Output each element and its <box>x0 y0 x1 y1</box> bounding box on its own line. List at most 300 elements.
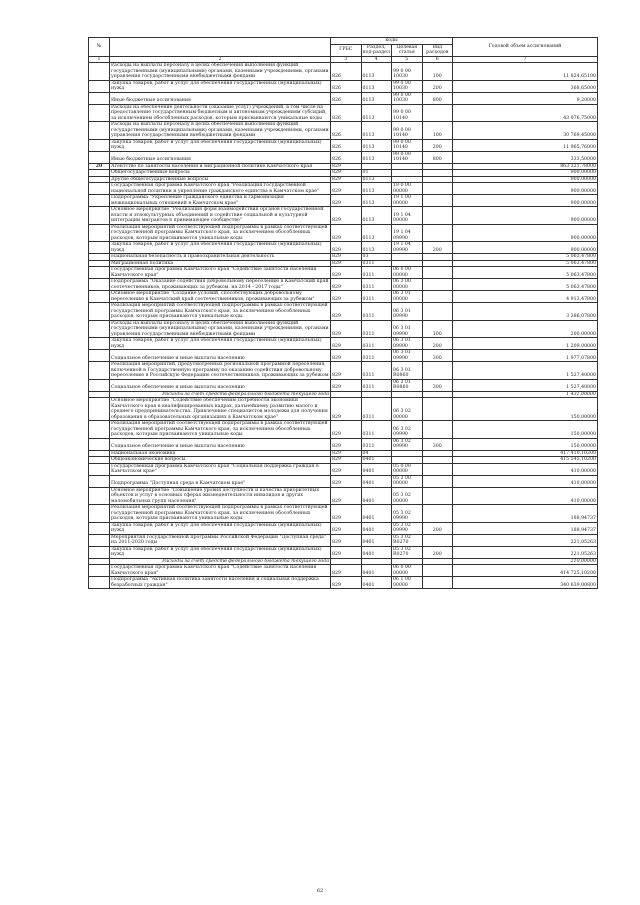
row-grbs-cell: 829 <box>331 438 362 450</box>
row-vr-cell: 300 <box>422 379 453 391</box>
row-csr-cell: 19 1 00 00000 <box>392 195 423 207</box>
table-row <box>89 463 598 475</box>
row-number-cell <box>89 242 110 254</box>
row-number-cell <box>89 291 110 303</box>
row-razdel-cell: 0113 <box>361 242 392 254</box>
row-grbs-cell: 829 <box>331 207 362 225</box>
table-row <box>89 577 598 589</box>
row-grbs-cell: 829 <box>331 487 362 505</box>
row-vr-cell <box>422 267 453 279</box>
table-row <box>89 362 598 380</box>
row-grbs-cell: 829 <box>331 475 362 487</box>
row-number-cell <box>89 487 110 505</box>
row-grbs-cell: 829 <box>331 565 362 577</box>
row-csr-cell: 05 3 02 R0270 <box>392 546 423 558</box>
row-grbs-cell: 829 <box>331 279 362 291</box>
row-csr-cell: 05 0 00 00000 <box>392 463 423 475</box>
row-number-cell: 20 <box>89 163 110 170</box>
row-amount-cell: 1 431,00000 <box>453 391 598 398</box>
row-csr-cell: 99 0 00 10030 <box>392 80 423 92</box>
col-index-cell: 6 <box>422 56 453 63</box>
row-csr-cell: 99 0 00 10140 <box>392 139 423 151</box>
row-vr-cell: 300 <box>422 350 453 362</box>
row-razdel-cell: 0311 <box>361 379 392 391</box>
row-name-cell: Основное мероприятие "Содействие обеспечению потребности экономики Камчатского края в квалифицированных кадрах, дальнейшему развитию малого и среднего предпринимательства. Привлечение специалистов молодежи для получения образования в образовательных организациях в Камчатском крае" <box>110 398 331 421</box>
row-razdel-cell: 0311 <box>361 279 392 291</box>
row-grbs-cell: 829 <box>331 457 362 464</box>
row-vr-cell <box>422 475 453 487</box>
row-razdel-cell: 0113 <box>361 122 392 140</box>
row-name-cell: Реализация мероприятий соответствующей подпрограммы в рамках соответствующей государственной программы Камчатского края, за исключением обособленных расходов, которым присваиваются уникальные коды <box>110 303 331 321</box>
row-razdel-cell: 0311 <box>361 267 392 279</box>
row-amount-cell: 150,00000 <box>453 398 598 421</box>
row-name-cell: Закупка товаров, работ и услуг для обеспечения государственных (муниципальных) нужд <box>110 546 331 558</box>
row-amount-cell: 410,00000 <box>453 463 598 475</box>
table-row <box>89 80 598 92</box>
row-grbs-cell: 829 <box>331 338 362 350</box>
row-vr-cell <box>422 487 453 505</box>
row-name-cell: Закупка товаров, работ и услуг для обеспечения государственных (муниципальных) нужд <box>110 522 331 534</box>
row-amount-cell: 414 725,10200 <box>453 565 598 577</box>
row-csr-cell: 06 3 01 09990 <box>392 303 423 321</box>
row-number-cell <box>89 565 110 577</box>
row-amount-cell: 900,00000 <box>453 242 598 254</box>
row-name-cell: Закупка товаров, работ и услуг для обеспечения государственных (муниципальных) нужд <box>110 242 331 254</box>
row-name-cell: Подпрограмма "Укрепление гражданского единства и гармонизация межнациональных отношений в Камчатском крае" <box>110 195 331 207</box>
row-number-cell <box>89 338 110 350</box>
row-name-cell: Общегосударственные вопросы <box>110 170 331 177</box>
row-name-cell: Государственная программа Камчатского края "Содействие занятости населения Камчатского края" <box>110 267 331 279</box>
row-vr-cell <box>422 224 453 242</box>
row-name-cell: Подпрограмма "Оказание содействия добровольному переселению в Камчатский край соотечественников, проживающих за рубежом, на 2014 - 2017 годы" <box>110 279 331 291</box>
row-grbs-cell: 829 <box>331 163 362 170</box>
row-vr-cell <box>422 303 453 321</box>
row-name-cell: Другие общегосударственные вопросы <box>110 176 331 183</box>
col-index-cell: 4 <box>361 56 392 63</box>
row-name-cell: Закупка товаров, работ и услуг для обеспечения государственных (муниципальных) нужд <box>110 80 331 92</box>
row-grbs-cell: 829 <box>331 291 362 303</box>
row-number-cell <box>89 350 110 362</box>
row-csr-cell: 19 1 04 09990 <box>392 242 423 254</box>
row-name-cell: Государственная программа Камчатского края "Социальная поддержка граждан в Камчатском крае" <box>110 463 331 475</box>
row-name-cell: Миграционная политика <box>110 260 331 267</box>
row-number-cell <box>89 522 110 534</box>
row-csr-cell: 06 0 00 00000 <box>392 565 423 577</box>
row-number-cell <box>89 279 110 291</box>
row-vr-cell: 200 <box>422 242 453 254</box>
row-vr-cell <box>422 207 453 225</box>
row-name-cell: Расходы на обеспечение деятельности (оказание услуг) учреждений, в том числе на предоставление государственным бюджетным и автономным учреждениям субсидий, за исключением обособленных расходов, которым присваиваются уникальные коды <box>110 104 331 122</box>
row-amount-cell: 900,00000 <box>453 183 598 195</box>
row-grbs-cell: 826 <box>331 151 362 163</box>
row-name-cell: Государственная программа Камчатского края "Содействие занятости населения Камчатского края" <box>110 565 331 577</box>
col-index-cell: 3 <box>331 56 362 63</box>
col-csr-header: Целевая статья <box>392 44 423 56</box>
row-name-cell: Закупка товаров, работ и услуг для обеспечения государственных (муниципальных) нужд <box>110 338 331 350</box>
row-amount-cell: 900,00000 <box>453 170 598 177</box>
row-number-cell <box>89 267 110 279</box>
row-csr-cell: 06 3 02 09990 <box>392 421 423 439</box>
row-vr-cell: 200 <box>422 80 453 92</box>
table-row <box>89 139 598 151</box>
row-razdel-cell: 0311 <box>361 303 392 321</box>
row-grbs-cell: 829 <box>331 242 362 254</box>
row-grbs-cell: 829 <box>331 183 362 195</box>
row-csr-cell: 06 3 01 09990 <box>392 338 423 350</box>
col-amount-header: Годовой объем ассигнований <box>453 38 598 57</box>
row-name-cell: Иные бюджетные ассигнования <box>110 151 331 163</box>
row-name-cell: Общеэкономические вопросы <box>110 457 331 464</box>
row-number-cell <box>89 303 110 321</box>
row-grbs-cell: 826 <box>331 80 362 92</box>
row-vr-cell <box>422 291 453 303</box>
row-name-cell: Национальная экономика <box>110 450 331 457</box>
row-razdel-cell: 0311 <box>361 350 392 362</box>
table-row <box>89 438 598 450</box>
row-csr-cell: 19 1 04 09990 <box>392 224 423 242</box>
table-row <box>89 207 598 225</box>
budget-table <box>88 37 598 589</box>
row-razdel-cell: 0311 <box>361 320 392 338</box>
row-vr-cell: 100 <box>422 320 453 338</box>
row-amount-cell: 415 545,10200 <box>453 457 598 464</box>
col-index-cell: 1 <box>89 56 110 63</box>
row-number-cell <box>89 463 110 475</box>
row-razdel-cell: 0401 <box>361 457 392 464</box>
row-number-cell <box>89 534 110 546</box>
row-name-cell: Расходы на выплаты персоналу в целях обеспечения выполнения функций государственными (муниципальными) органами, казенными учреждениями, органами управления государственными внебюджетными фондами <box>111 63 329 79</box>
row-csr-cell: 05 3 02 R0270 <box>392 534 423 546</box>
row-name-cell: Социальное обеспечение и иные выплаты населению <box>110 379 331 391</box>
row-amount-cell: 5 063,47800 <box>453 254 598 261</box>
row-razdel-cell: 0311 <box>361 421 392 439</box>
row-number-cell <box>89 122 110 140</box>
row-razdel-cell: 0311 <box>361 438 392 450</box>
row-name-cell: Реализация мероприятий соответствующей подпрограммы в рамках соответствующей государственной программы Камчатского края, за исключением обособленных расходов, которым присваиваются уникальные коды <box>110 224 331 242</box>
row-amount-cell: 4 913,47800 <box>453 291 598 303</box>
table-row <box>89 183 598 195</box>
row-name-cell: Основное мероприятие "Создание условий, способствующих добровольному переселению в Камчатский край соотечественников, проживающих за рубежом" <box>110 291 331 303</box>
row-amount-cell: 3 386,07800 <box>453 303 598 321</box>
row-razdel-cell: 0401 <box>361 463 392 475</box>
row-amount-cell: 1 527,40000 <box>453 379 598 391</box>
row-vr-cell <box>422 195 453 207</box>
row-grbs-cell: 829 <box>331 260 362 267</box>
table-row <box>89 92 598 104</box>
row-number-cell <box>89 92 110 104</box>
row-vr-cell: 200 <box>422 338 453 350</box>
row-number-cell <box>89 379 110 391</box>
table-body <box>89 63 598 589</box>
col-number-header: № <box>89 38 110 57</box>
row-grbs-cell: 829 <box>331 170 362 177</box>
row-amount-cell: 900,00000 <box>453 195 598 207</box>
col-index-cell: 2 <box>110 56 331 63</box>
row-csr-cell: 06 3 00 00000 <box>392 279 423 291</box>
row-number-cell <box>89 505 110 523</box>
col-name-header <box>110 38 331 57</box>
row-grbs-cell: 826 <box>331 104 362 122</box>
row-vr-cell: 100 <box>422 63 453 81</box>
row-vr-cell <box>422 534 453 546</box>
row-grbs-cell: 829 <box>331 450 362 457</box>
row-vr-cell <box>422 577 453 589</box>
row-amount-cell: 863 321,78000 <box>453 163 598 170</box>
row-csr-cell: 99 0 00 10140 <box>392 151 423 163</box>
row-amount-cell: 1 209,00000 <box>453 338 598 350</box>
row-amount-cell: 417 410,10200 <box>453 450 598 457</box>
table-row <box>89 320 598 338</box>
col-razdel-header: Раздел, под-раздел <box>362 44 390 55</box>
row-vr-cell: 100 <box>422 122 453 140</box>
row-grbs-cell: 829 <box>331 421 362 439</box>
table-row <box>89 565 598 577</box>
row-amount-cell: 333,50000 <box>453 151 598 163</box>
row-grbs-cell: 826 <box>331 122 362 140</box>
row-number-cell <box>89 438 110 450</box>
row-grbs-cell: 829 <box>331 534 362 546</box>
table-row <box>89 398 598 421</box>
row-razdel-cell: 0113 <box>361 224 392 242</box>
row-csr-cell: 19 1 04 00000 <box>392 207 423 225</box>
row-vr-cell <box>422 505 453 523</box>
row-amount-cell: 30 769,45000 <box>453 122 598 140</box>
row-grbs-cell: 829 <box>331 463 362 475</box>
row-razdel-cell: 0113 <box>361 139 392 151</box>
row-amount-cell: 150,00000 <box>453 438 598 450</box>
row-razdel-cell: 0113 <box>361 195 392 207</box>
row-vr-cell <box>422 362 453 380</box>
row-amount-cell: 900,00000 <box>453 207 598 225</box>
row-number-cell <box>89 139 110 151</box>
row-amount-cell: 5 063,47800 <box>453 260 598 267</box>
table-row <box>89 242 598 254</box>
row-csr-cell: 99 0 00 10030 <box>392 92 423 104</box>
row-vr-cell: 300 <box>422 438 453 450</box>
row-csr-cell: 05 3 00 00000 <box>392 475 423 487</box>
table-row <box>89 487 598 505</box>
row-csr-cell: 99 0 00 10140 <box>392 104 423 122</box>
table-row <box>89 475 598 487</box>
row-razdel-cell: 0401 <box>361 487 392 505</box>
row-vr-cell <box>422 398 453 421</box>
row-csr-cell: 06 1 00 00000 <box>392 577 423 589</box>
table-row <box>89 534 598 546</box>
page-number: 62 <box>316 888 324 894</box>
row-razdel-cell: 0311 <box>361 291 392 303</box>
row-razdel-cell: 0401 <box>361 546 392 558</box>
row-amount-cell: 900,00000 <box>453 224 598 242</box>
row-grbs-cell: 829 <box>331 379 362 391</box>
col-index-cell: 5 <box>392 56 423 63</box>
row-name-cell: Социальное обеспечение и иные выплаты населению <box>110 350 331 362</box>
row-razdel-cell: 0113 <box>361 80 392 92</box>
row-razdel-cell: 03 <box>361 254 392 261</box>
table-row <box>89 291 598 303</box>
row-vr-cell <box>422 183 453 195</box>
row-amount-cell: 221,05263 <box>453 534 598 546</box>
row-amount-cell: 11 965,76000 <box>453 139 598 151</box>
row-grbs-cell: 829 <box>331 577 362 589</box>
row-vr-cell <box>422 279 453 291</box>
col-index-cell: 7 <box>453 56 598 63</box>
row-vr-cell <box>422 421 453 439</box>
row-csr-cell: 06 3 01 09990 <box>392 320 423 338</box>
row-number-cell <box>89 224 110 242</box>
row-name-cell: Расходы на выплаты персоналу в целях обеспечения выполнения функций государственными (муниципальными) органами, казенными учреждениями, органами управления государственными внебюджетными фондами <box>111 122 329 138</box>
row-name-cell: Государственная программа Камчатского края "Реализация государственной национальной политики и укрепление гражданского единства в Камчатском крае" <box>110 183 331 195</box>
row-amount-cell: 340 639,00800 <box>453 577 598 589</box>
row-razdel-cell: 0311 <box>361 398 392 421</box>
row-amount-cell: 188,94737 <box>453 505 598 523</box>
row-name-cell: Реализация мероприятий соответствующей подпрограммы в рамках соответствующей государственной программы Камчатского края, за исключением обособленных расходов, которым присваиваются уникальные коды <box>110 421 331 439</box>
row-name-cell: Социальное обеспечение и иные выплаты населению <box>110 438 331 450</box>
row-csr-cell: 06 3 01 00000 <box>392 291 423 303</box>
row-grbs-cell: 826 <box>331 139 362 151</box>
row-amount-cell: 1 977,07800 <box>453 350 598 362</box>
row-amount-cell: 410,00000 <box>453 475 598 487</box>
table-row <box>89 546 598 558</box>
row-name-cell: Мероприятия государственной программы Российской Федерации "Доступная среда" на 2011-2020 годы <box>110 534 331 546</box>
row-number-cell <box>89 475 110 487</box>
row-amount-cell: 1 527,40000 <box>453 362 598 380</box>
row-razdel-cell: 0113 <box>361 176 392 183</box>
table-row <box>89 350 598 362</box>
row-razdel-cell: 0113 <box>361 92 392 104</box>
row-amount-cell: 5 063,47800 <box>453 267 598 279</box>
row-amount-cell: 900,00000 <box>453 176 598 183</box>
row-vr-cell: 200 <box>422 139 453 151</box>
row-amount-cell: 200,00000 <box>453 320 598 338</box>
row-grbs-cell: 826 <box>331 92 362 104</box>
row-amount-cell: 410,00000 <box>453 487 598 505</box>
row-name-cell: Агентство по занятости населения и миграционной политике Камчатского края <box>110 163 331 170</box>
row-grbs-cell: 829 <box>331 522 362 534</box>
row-name-cell: Расходы за счет средств федерального бюджета текущего года <box>110 558 331 565</box>
col-vr-header: Вид расходов <box>422 44 453 56</box>
table-row <box>89 195 598 207</box>
row-amount-cell: 150,00000 <box>453 421 598 439</box>
row-number-cell <box>89 577 110 589</box>
table-row <box>89 379 598 391</box>
row-number-cell <box>89 195 110 207</box>
row-amount-cell: 368,65000 <box>453 80 598 92</box>
row-razdel-cell: 04 <box>361 450 392 457</box>
row-grbs-cell: 829 <box>331 224 362 242</box>
row-vr-cell: 200 <box>422 522 453 534</box>
row-name-cell: Основное мероприятие "Повышение уровня доступности и качества приоритетных объектов и услуг в основных сферах жизнедеятельности инвалидов и других маломобильных групп населения" <box>110 487 331 505</box>
row-number-cell <box>89 320 110 338</box>
row-vr-cell <box>422 565 453 577</box>
row-number-cell <box>89 80 110 92</box>
row-name-cell: Подпрограмма "Активная политика занятости населения и социальная поддержка безработных граждан" <box>110 577 331 589</box>
row-amount-cell: 5 063,47800 <box>453 279 598 291</box>
row-name-cell: Реализация мероприятий соответствующей подпрограммы в рамках соответствующей государственной программы Камчатского края, за исключением обособленных расходов, которым присваиваются уникальные коды <box>110 505 331 523</box>
row-razdel-cell: 0401 <box>361 475 392 487</box>
row-vr-cell: 800 <box>422 151 453 163</box>
table-row <box>89 505 598 523</box>
row-razdel-cell: 0401 <box>361 534 392 546</box>
table-row <box>89 104 598 122</box>
row-name-cell: Иные бюджетные ассигнования <box>110 92 331 104</box>
row-vr-cell <box>422 463 453 475</box>
row-number-cell <box>89 362 110 380</box>
table-row <box>89 122 598 140</box>
row-grbs-cell: 826 <box>331 63 362 81</box>
row-grbs-cell: 829 <box>331 505 362 523</box>
row-csr-cell: 05 3 02 00000 <box>392 487 423 505</box>
col-grbs-header: ГРБС <box>331 44 362 56</box>
row-csr-cell: 19 0 00 00000 <box>392 183 423 195</box>
row-razdel-cell: 0401 <box>361 522 392 534</box>
row-razdel-cell: 0113 <box>361 151 392 163</box>
row-name-cell: Расходы на выплаты персоналу в целях обеспечения выполнения функций государственными (муниципальными) органами, казенными учреждениями, органами управления государственными внебюджетными фондами <box>111 320 329 337</box>
row-amount-cell: 11 824,65100 <box>453 63 598 81</box>
table-row <box>89 421 598 439</box>
table-header <box>89 38 598 63</box>
row-amount-cell: 9,20000 <box>453 92 598 104</box>
row-razdel-cell: 0401 <box>361 505 392 523</box>
table-row <box>89 279 598 291</box>
row-name-cell: Реализация мероприятий, предусмотренных региональной программой переселения, включенной в Государственную программу по оказанию содействия добровольному переселению в Российскую Федерацию соотечественников, проживающих за рубежом <box>110 362 331 380</box>
table-row <box>89 63 598 81</box>
row-grbs-cell: 829 <box>331 362 362 380</box>
row-number-cell <box>89 546 110 558</box>
row-razdel-cell: 0113 <box>361 104 392 122</box>
codes-header: коды <box>331 38 453 45</box>
row-razdel-cell: 0401 <box>361 577 392 589</box>
row-number-cell <box>89 421 110 439</box>
table-row <box>89 338 598 350</box>
row-csr-cell: 06 3 01 R0860 <box>392 379 423 391</box>
row-grbs-cell: 829 <box>331 303 362 321</box>
table-row <box>89 522 598 534</box>
table-row <box>89 151 598 163</box>
row-csr-cell: 06 3 02 09990 <box>392 438 423 450</box>
row-razdel-cell: 0311 <box>361 260 392 267</box>
row-csr-cell: 06 3 02 00000 <box>392 398 423 421</box>
row-razdel-cell: 0311 <box>361 338 392 350</box>
row-number-cell <box>89 207 110 225</box>
row-csr-cell: 99 0 00 10030 <box>392 63 423 81</box>
row-name-cell: Национальная безопасность и правоохранительная деятельность <box>110 254 331 261</box>
row-razdel-cell: 0113 <box>361 63 392 81</box>
row-grbs-cell: 829 <box>331 254 362 261</box>
row-grbs-cell: 829 <box>331 350 362 362</box>
row-razdel-cell: 01 <box>361 170 392 177</box>
row-csr-cell: 05 3 02 09990 <box>392 522 423 534</box>
row-number-cell <box>89 104 110 122</box>
row-razdel-cell: 0113 <box>361 207 392 225</box>
row-vr-cell <box>422 104 453 122</box>
row-grbs-cell: 829 <box>331 267 362 279</box>
table-row <box>89 303 598 321</box>
row-vr-cell: 200 <box>422 546 453 558</box>
row-grbs-cell: 829 <box>331 176 362 183</box>
row-grbs-cell: 829 <box>331 546 362 558</box>
row-number-cell <box>89 63 110 81</box>
row-amount-cell: 210,00000 <box>453 558 598 565</box>
row-csr-cell: 99 0 00 10140 <box>392 122 423 140</box>
table-row <box>89 224 598 242</box>
row-name-cell: Основное мероприятие "Реализация форм взаимодействия органов государственной власти и этнокультурных объединений и содействие социальной и культурной интеграции мигрантов в принимающее сообщество" <box>110 207 331 225</box>
row-csr-cell: 06 0 00 00000 <box>392 267 423 279</box>
row-number-cell <box>89 398 110 421</box>
row-razdel-cell: 0401 <box>361 565 392 577</box>
row-razdel-cell: 0113 <box>361 183 392 195</box>
row-vr-cell: 800 <box>422 92 453 104</box>
row-amount-cell: 43 076,75000 <box>453 104 598 122</box>
